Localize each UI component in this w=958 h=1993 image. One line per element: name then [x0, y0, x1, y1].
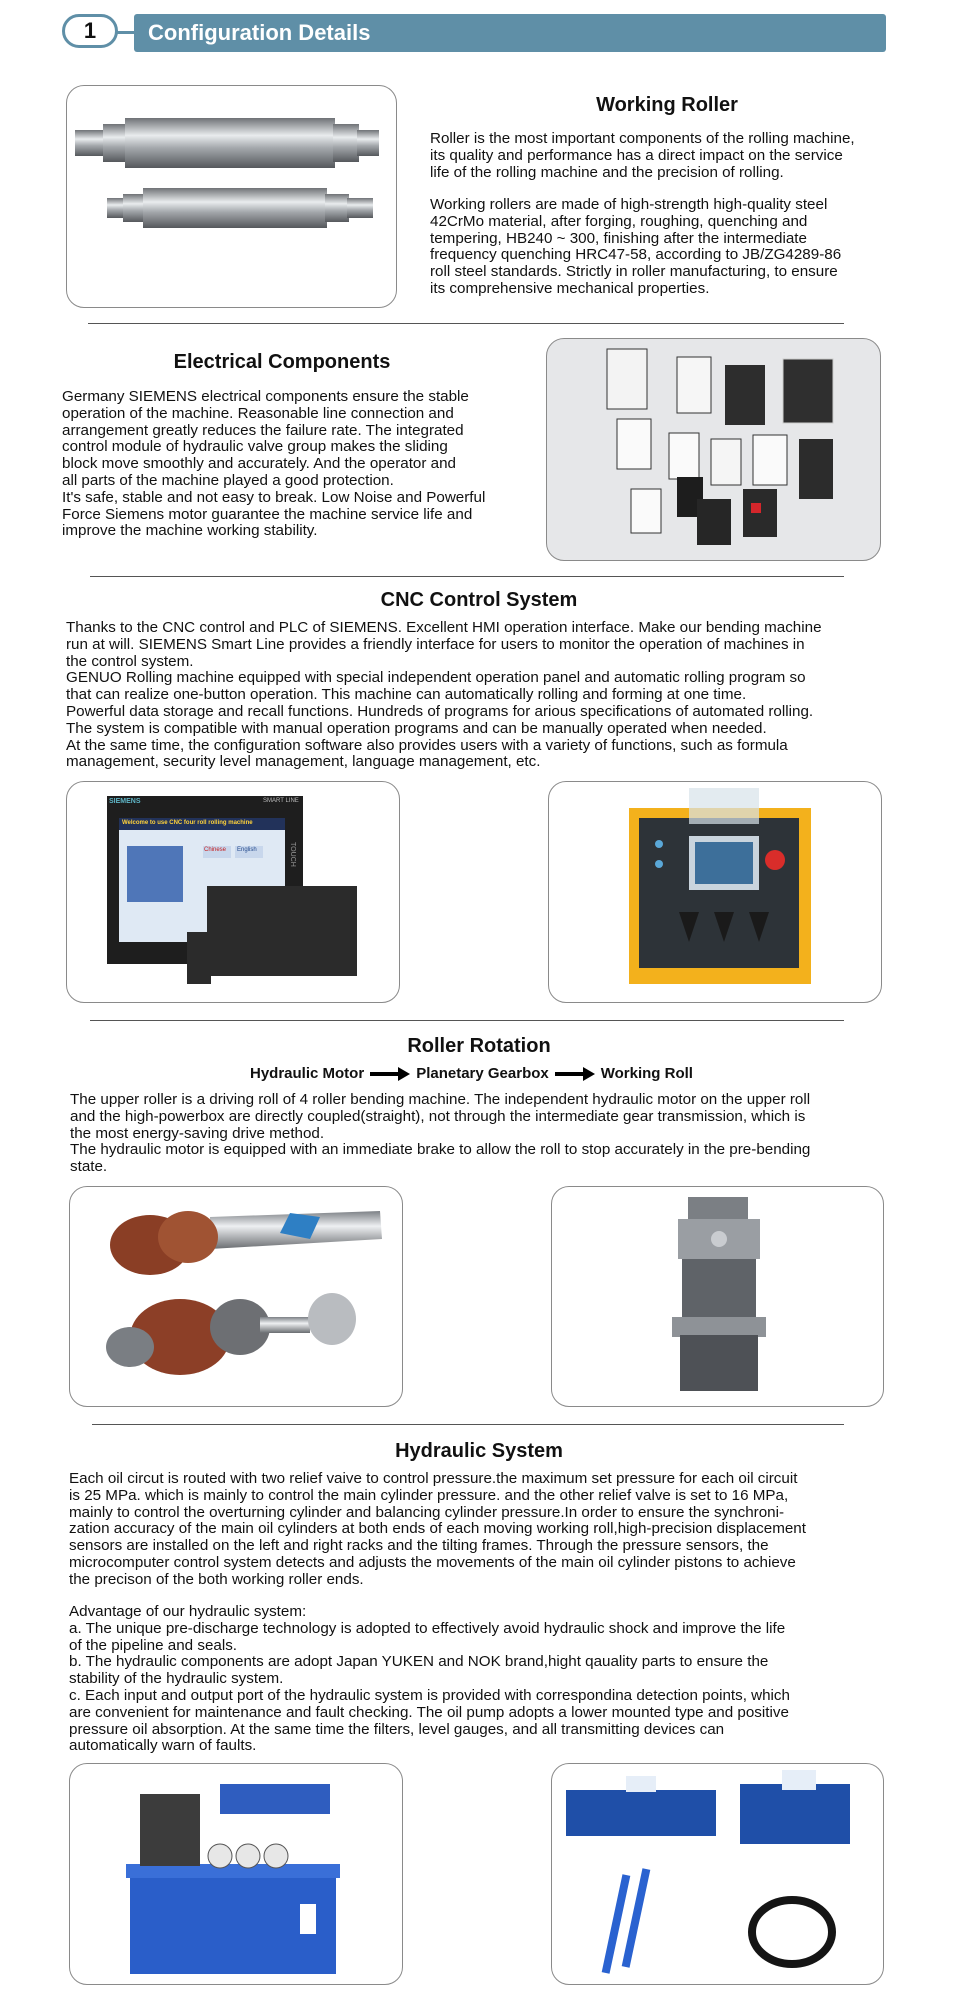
hmi-brand: SIEMENS: [109, 798, 141, 805]
control-panel-photo: [548, 781, 882, 1003]
roller-photo: [66, 85, 397, 308]
working-roller-text-2: Working rollers are made of high-strength high-quality steel 42CrMo material, after forging, roughing, quenching and tempering, HB240 ~ 300, finishing after the intermediate frequency quenching HRC47-58, according to JB/ZG4289-86 roll steel standards. Strictly in roller manufacturing, to ensure its comprehensive mechanical properties.: [430, 196, 842, 297]
rotation-text: The upper roller is a driving roll of 4 roller bending machine. The independent hydraulic motor on the upper roll and the high-powerbox are directly coupled(straight), not through the intermediate gear transmission, which is the most energy-saving drive method. The hydraulic motor is equipped with an immediate brake to allow the roll to stop accurately in the pre-bending state.: [70, 1091, 811, 1176]
working-roller-title: Working Roller: [596, 94, 738, 116]
gearbox-photo: [551, 1186, 884, 1407]
cnc-title: CNC Control System: [380, 589, 578, 611]
flow-step-1: Hydraulic Motor: [250, 1065, 365, 1082]
divider: [90, 576, 844, 577]
electrical-text: Germany SIEMENS electrical components ensure the stable operation of the machine. Reasonable line connection and arrangement greatly reduces the failure rate. The integrated control module of hydraulic valve group makes the sliding block move smoothly and accurately. And the operator and all parts of the machine played a good protection. It's safe, stable and not easy to break. Low Noise and Powerful Force Siemens motor guarantee the machine service life and improve the machine working stability.: [62, 388, 486, 540]
divider: [90, 1020, 844, 1021]
drive-flow: [250, 1065, 693, 1082]
arrow-right-icon: [370, 1066, 410, 1082]
flow-step-3: Working Roll: [600, 1065, 693, 1082]
divider: [92, 1424, 844, 1425]
rotation-title: Roller Rotation: [407, 1035, 551, 1057]
header-connector: [116, 31, 136, 34]
section-header: Configuration Details: [134, 14, 886, 52]
contactor-photo: [546, 338, 881, 561]
arrow-right-icon: [555, 1066, 595, 1082]
divider: [88, 323, 844, 324]
hmi-welcome: Welcome to use CNC four roll rolling machine: [122, 820, 253, 826]
hmi-touch: TOUCH: [289, 842, 296, 867]
valves-photo: [551, 1763, 884, 1985]
hmi-photo: [66, 781, 400, 1003]
working-roller-text-1: Roller is the most important components of the rolling machine, its quality and performance has a direct impact on the service life of the rolling machine and the precision of rolling.: [430, 130, 855, 181]
hmi-lang-chinese: Chinese: [204, 847, 227, 853]
electrical-title: Electrical Components: [173, 351, 391, 373]
flow-step-2: Planetary Gearbox: [416, 1065, 549, 1082]
hydraulic-station-photo: [69, 1763, 403, 1985]
cnc-text: Thanks to the CNC control and PLC of SIEMENS. Excellent HMI operation interface. Make our bending machine run at will. SIEMENS Smart Line provides a friendly interface for users to monitor the operation of machines in the control system. GENUO Rolling machine equipped with special independent operation panel and automatic rolling program so that can realize one-button operation. This machine can automatically rolling and forming at one time. Powerful data storage and recall functions. Hundreds of programs for arious specifications of automated rolling. The system is compatible with manual operation programs and can be manually operated when needed. At the same time, the configuration software also provides users with a variety of functions, such as formula management, security level management, language management, etc.: [66, 619, 822, 771]
hydraulic-text-1: Each oil circut is routed with two relief vaive to control pressure.the maximum set pressure for each oil circuit is 25 MPa. which is mainly to control the main cylinder pressure. and the other relief valve is set to 16 MPa, mainly to control the overturning cylinder and balancing cylinder pressure.In order to ensure the synchroni- zation accuracy of the main oil cylinders at both ends of each moving working roll,high-precision displacement sensors are installed on the left and right racks and the tilting frames. Through the pressure sensors, the microcomputer control system detects and adjusts the movements of the main oil cylinder pistons to achieve the precison of the both working roller ends.: [69, 1470, 806, 1588]
hmi-lang-english: English: [237, 847, 257, 853]
hmi-model: SMART LINE: [263, 798, 299, 804]
motor-cutaway-photo: [69, 1186, 403, 1407]
section-number-badge: 1: [62, 14, 118, 48]
hydraulic-text-2: Advantage of our hydraulic system: a. The unique pre-discharge technology is adopted to effectively avoid hydraulic shock and improve the life of the pipeline and seals. b. The hydraulic components are adopt Japan YUKEN and NOK brand,hight qauality parts to ensure the stability of the hydraulic system. c. Each input and output port of the hydraulic system is provided with correspondina detection points, which are convenient for maintenance and fault checking. The oil pump adopts a lower mounted type and positive pressure oil absorption. At the same time the filters, level gauges, and all transmitting devices can automatically warn of faults.: [69, 1603, 790, 1755]
hydraulic-title: Hydraulic System: [395, 1440, 563, 1462]
